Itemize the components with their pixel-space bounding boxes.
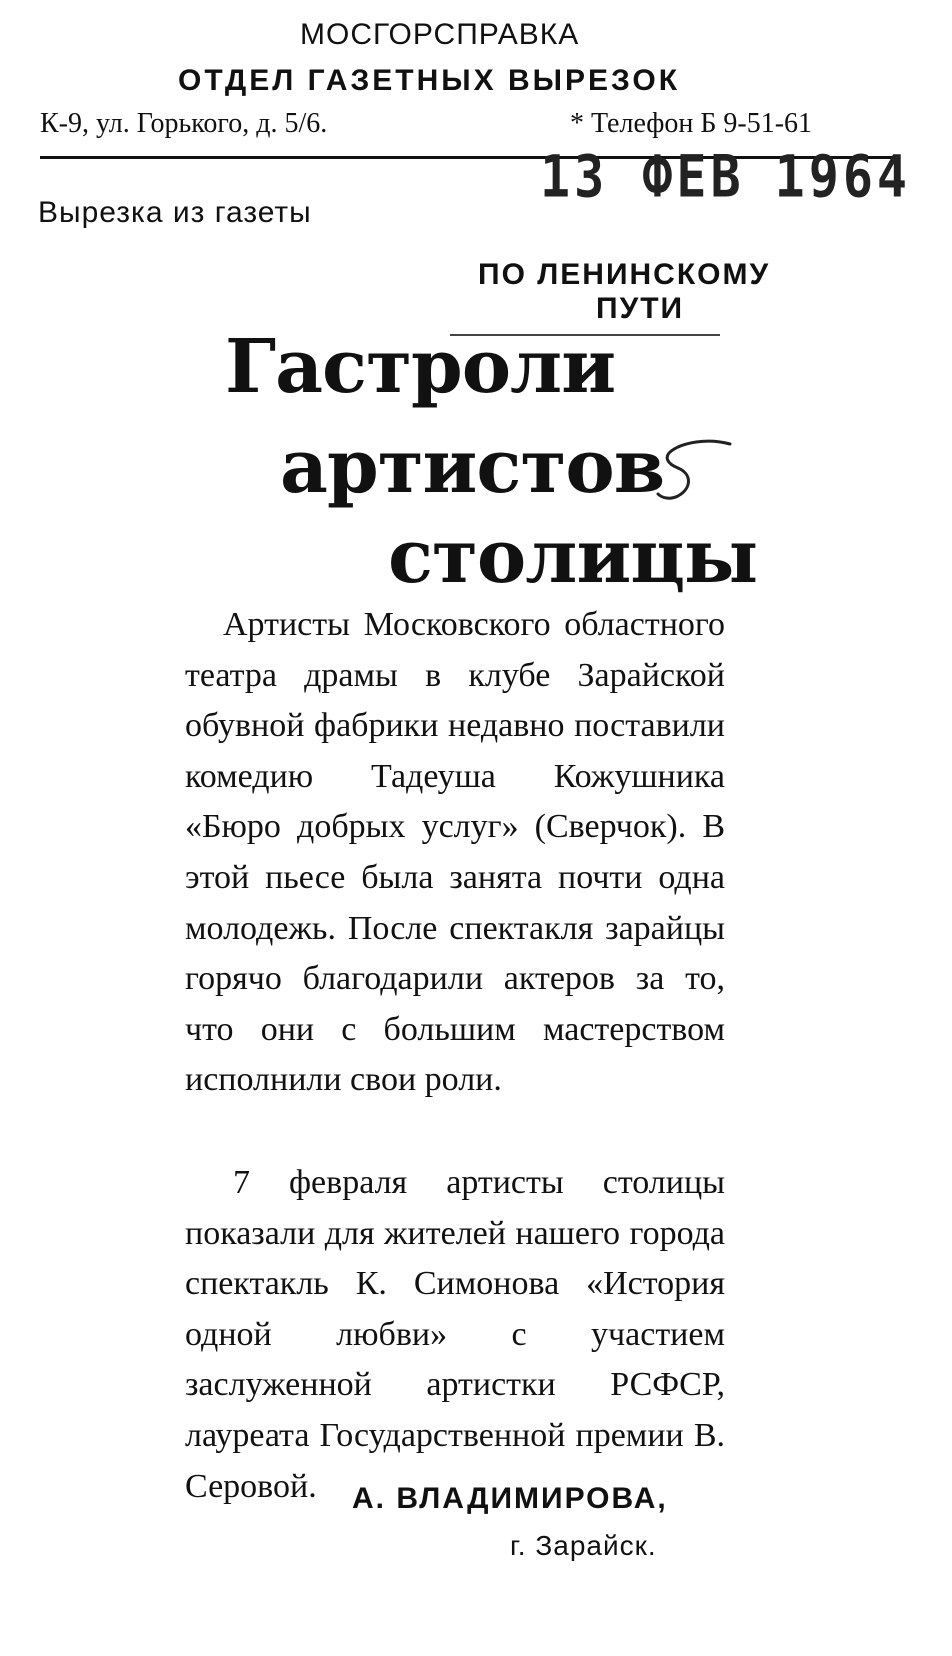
street-address: К-9, ул. Горького, д. 5/6. — [40, 108, 328, 139]
article-title-line-3: столицы — [388, 514, 758, 600]
date-stamp-day-month: 13 ФЕВ — [540, 143, 745, 211]
newspaper-name-line-1: ПО ЛЕНИНСКОМУ — [478, 258, 771, 291]
date-stamp — [540, 144, 911, 211]
phone-number: * Телефон Б 9-51-61 — [570, 108, 813, 139]
organization-name: МОСГОРСПРАВКА — [300, 18, 580, 51]
newspaper-name — [450, 258, 850, 326]
article-title-line-1: Гастроли — [225, 324, 616, 410]
newspaper-name-line-2: ПУТИ — [596, 292, 685, 325]
article-paragraph-1: Артисты Московского областного театра драмы в клубе Зарайской обувной фабрики недавно поставили комедию Тадеуша Кожушника «Бюро добрых услуг» (Сверчок). В этой пьесе была занята почти одна молодежь. После спектакля зарайцы горячо благодарили актеров за то, что они с большим мастерством исполнили свои роли. — [185, 606, 725, 1099]
clipping-label: Вырезка из газеты — [38, 196, 312, 229]
article-title-line-2: артистов — [280, 424, 665, 510]
date-stamp-year: 1964 — [774, 143, 912, 211]
article-paragraph-2: 7 февраля артисты столицы показали для жителей нашего города спектакль К. Симонова «История одной любви» с участием заслуженной артистки РСФСР, лауреата Государственной премии В. Серовой. — [185, 1164, 725, 1505]
handwritten-mark — [648, 432, 738, 512]
article-city: г. Зарайск. — [510, 1530, 657, 1561]
department-name: ОТДЕЛ ГАЗЕТНЫХ ВЫРЕЗОК — [178, 64, 681, 97]
article-author: А. ВЛАДИМИРОВА, — [352, 1482, 668, 1515]
